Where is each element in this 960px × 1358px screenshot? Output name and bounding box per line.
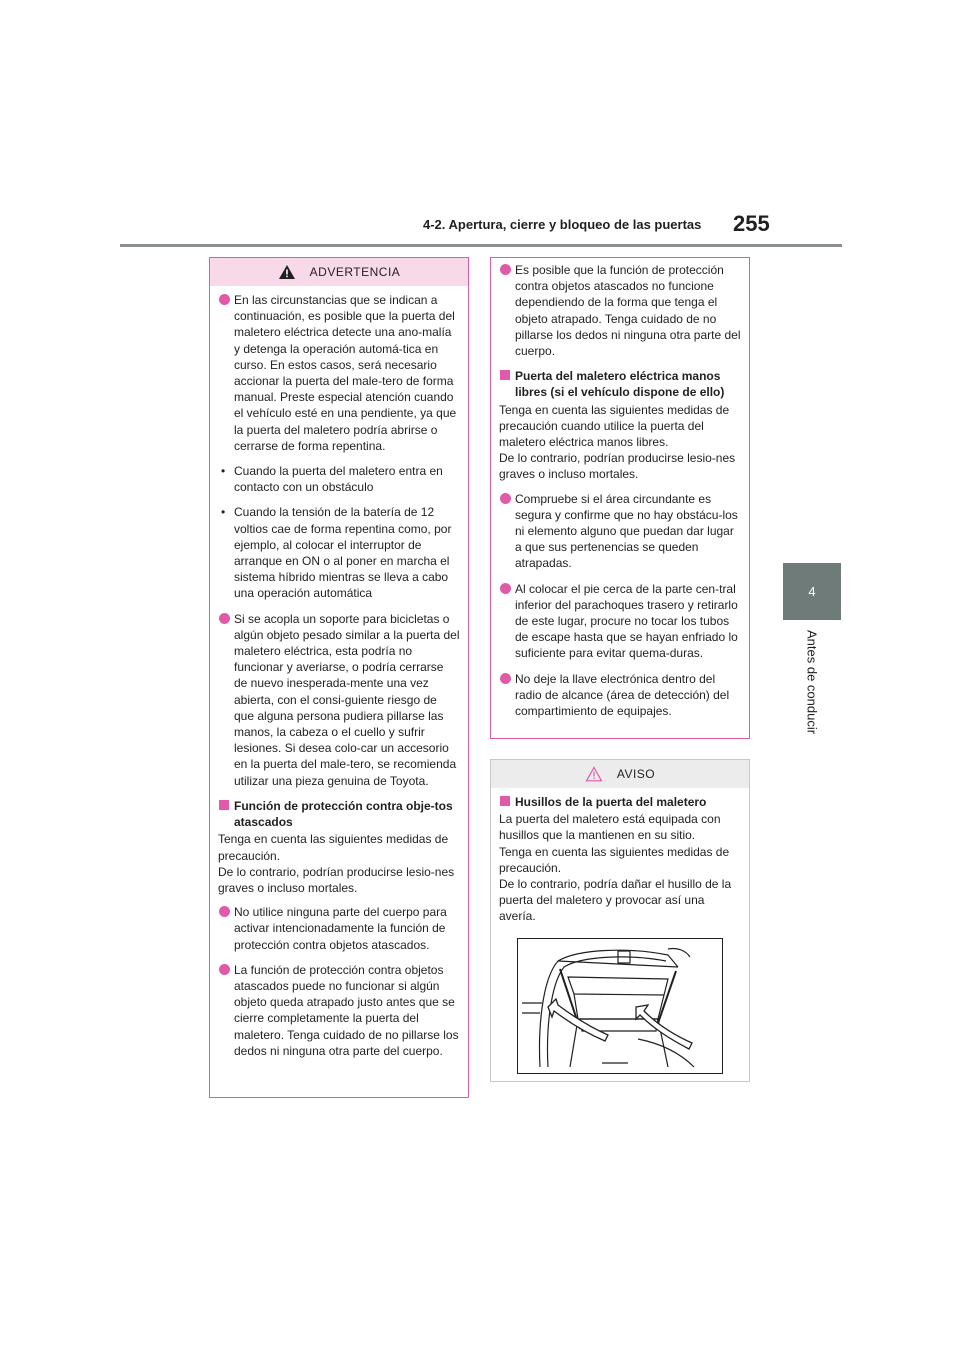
bullet-dot-icon (500, 583, 511, 594)
sub-item: • Cuando la puerta del maletero entra en contacto con un obstáculo (221, 464, 443, 495)
caution-triangle-icon (585, 766, 603, 782)
bullet-dot-icon (500, 673, 511, 684)
chapter-label: Antes de conducir (804, 630, 820, 735)
list-item: Compruebe si el área circundante es segura y confirme que no hay obstácu-los ni elemento alguno que puedan dar lugar a que sus pertenencias se queden atrapadas. (499, 491, 741, 572)
notice-title: AVISO (616, 767, 656, 781)
paragraph: La puerta del maletero está equipada con husillos que la mantienen en su sitio. Tenga en cuenta las siguientes medidas de precaución. De lo contrario, podría dañar el husillo de la puerta del maletero y provocar así una avería. (499, 812, 732, 924)
section-title: 4-2. Apertura, cierre y bloqueo de las puertas (423, 217, 702, 232)
paragraph: Tenga en cuenta las siguientes medidas de precaución cuando utilice la puerta del maletero eléctrica manos libres. De lo contrario, podrían producirse lesio-nes graves o incluso mortales. (499, 402, 736, 482)
square-bullet-icon (219, 800, 229, 810)
sub-item: • Cuando la tensión de la batería de 12 voltios cae de forma repentina como, por ejemplo, al colocar el interruptor de arranque en ON o al poner en marcha el sistema híbrido mientras se lleva a cabo una operación automática (221, 505, 452, 601)
list-item: Si se acopla un soporte para bicicletas o algún objeto pesado similar a la puerta del maletero eléctrica, esta podría no funcionar y averiarse, o podría cerrarse de nuevo inesperada-mente una vez abierta, con el consi-guiente riesgo de que alguna persona pudiera pillarse las manos, la cabeza o el cuello y sufrir lesiones. Si desea colo-car un accesorio en la puerta del male-tero, se recomienda utilizar una pieza genuina de Toyota. (218, 611, 460, 789)
list-item: Es posible que la función de protección contra objetos atascados no funcione dependiendo de la forma que tenga el objeto atrapado. Tenga cuidado de no pillarse los dedos ni ninguna otra parte del cuerpo. (499, 262, 741, 359)
bullet-dot-icon (219, 964, 230, 975)
bullet-dot-icon (219, 294, 230, 305)
warning-triangle-icon (278, 264, 296, 280)
notice-header (491, 760, 749, 788)
chapter-tab (783, 563, 841, 620)
bullet-dot-icon (219, 906, 230, 917)
paragraph: Tenga en cuenta las siguientes medidas de precaución. De lo contrario, podrían producirse lesio-nes graves o incluso mortales. (218, 832, 455, 895)
section-heading: Puerta del maletero eléctrica manos libres (si el vehículo dispone de ello) (499, 368, 741, 400)
list-item: Al colocar el pie cerca de la parte cen-tral inferior del parachoques trasero y retirarlo de este lugar, procure no tocar los tubos de escape hasta que se hayan enfriado lo suficiente para evitar quema-duras. (499, 581, 741, 662)
list-item: En las circunstancias que se indican a continuación, es posible que la puerta del maletero eléctrica detecte una ano-malía y detenga la operación automá-tica en curso. En estos casos, será necesario accionar la puerta del male-tero de forma manual. Preste especial atención cuando el vehículo esté en una pendiente, ya que la puerta del maletero podría abrirse o cerrarse de forma repentina. (218, 292, 460, 454)
bullet-dot-icon (500, 493, 511, 504)
square-bullet-icon (500, 796, 510, 806)
list-item: La función de protección contra objetos atascados puede no funcionar si algún objeto queda atrapado justo antes que se cierre completamente la puerta del maletero. Tenga cuidado de no pillarse los dedos ni ninguna otra parte del cuerpo. (218, 962, 460, 1059)
bullet-dot-icon (219, 613, 230, 624)
bullet-icon: • (221, 464, 226, 479)
header-rule (120, 244, 842, 247)
warning-box-continued (490, 257, 750, 739)
section-heading: Función de protección contra obje-tos atascados (218, 798, 460, 830)
notice-box (490, 759, 750, 1082)
bullet-icon: • (221, 505, 226, 520)
square-bullet-icon (500, 370, 510, 380)
warning-box (209, 257, 469, 1098)
warning-header (210, 258, 468, 286)
list-item: No deje la llave electrónica dentro del radio de alcance (área de detección) del compartimiento de equipajes. (499, 671, 741, 720)
tailgate-illustration (517, 938, 723, 1074)
page-number: 255 (733, 211, 770, 236)
list-item: No utilice ninguna parte del cuerpo para activar intencionadamente la función de protección contra objetos atascados. (218, 904, 460, 953)
section-heading: Husillos de la puerta del maletero (499, 794, 741, 810)
chapter-number: 4 (808, 584, 816, 599)
bullet-dot-icon (500, 264, 511, 275)
warning-title: ADVERTENCIA (309, 265, 401, 279)
